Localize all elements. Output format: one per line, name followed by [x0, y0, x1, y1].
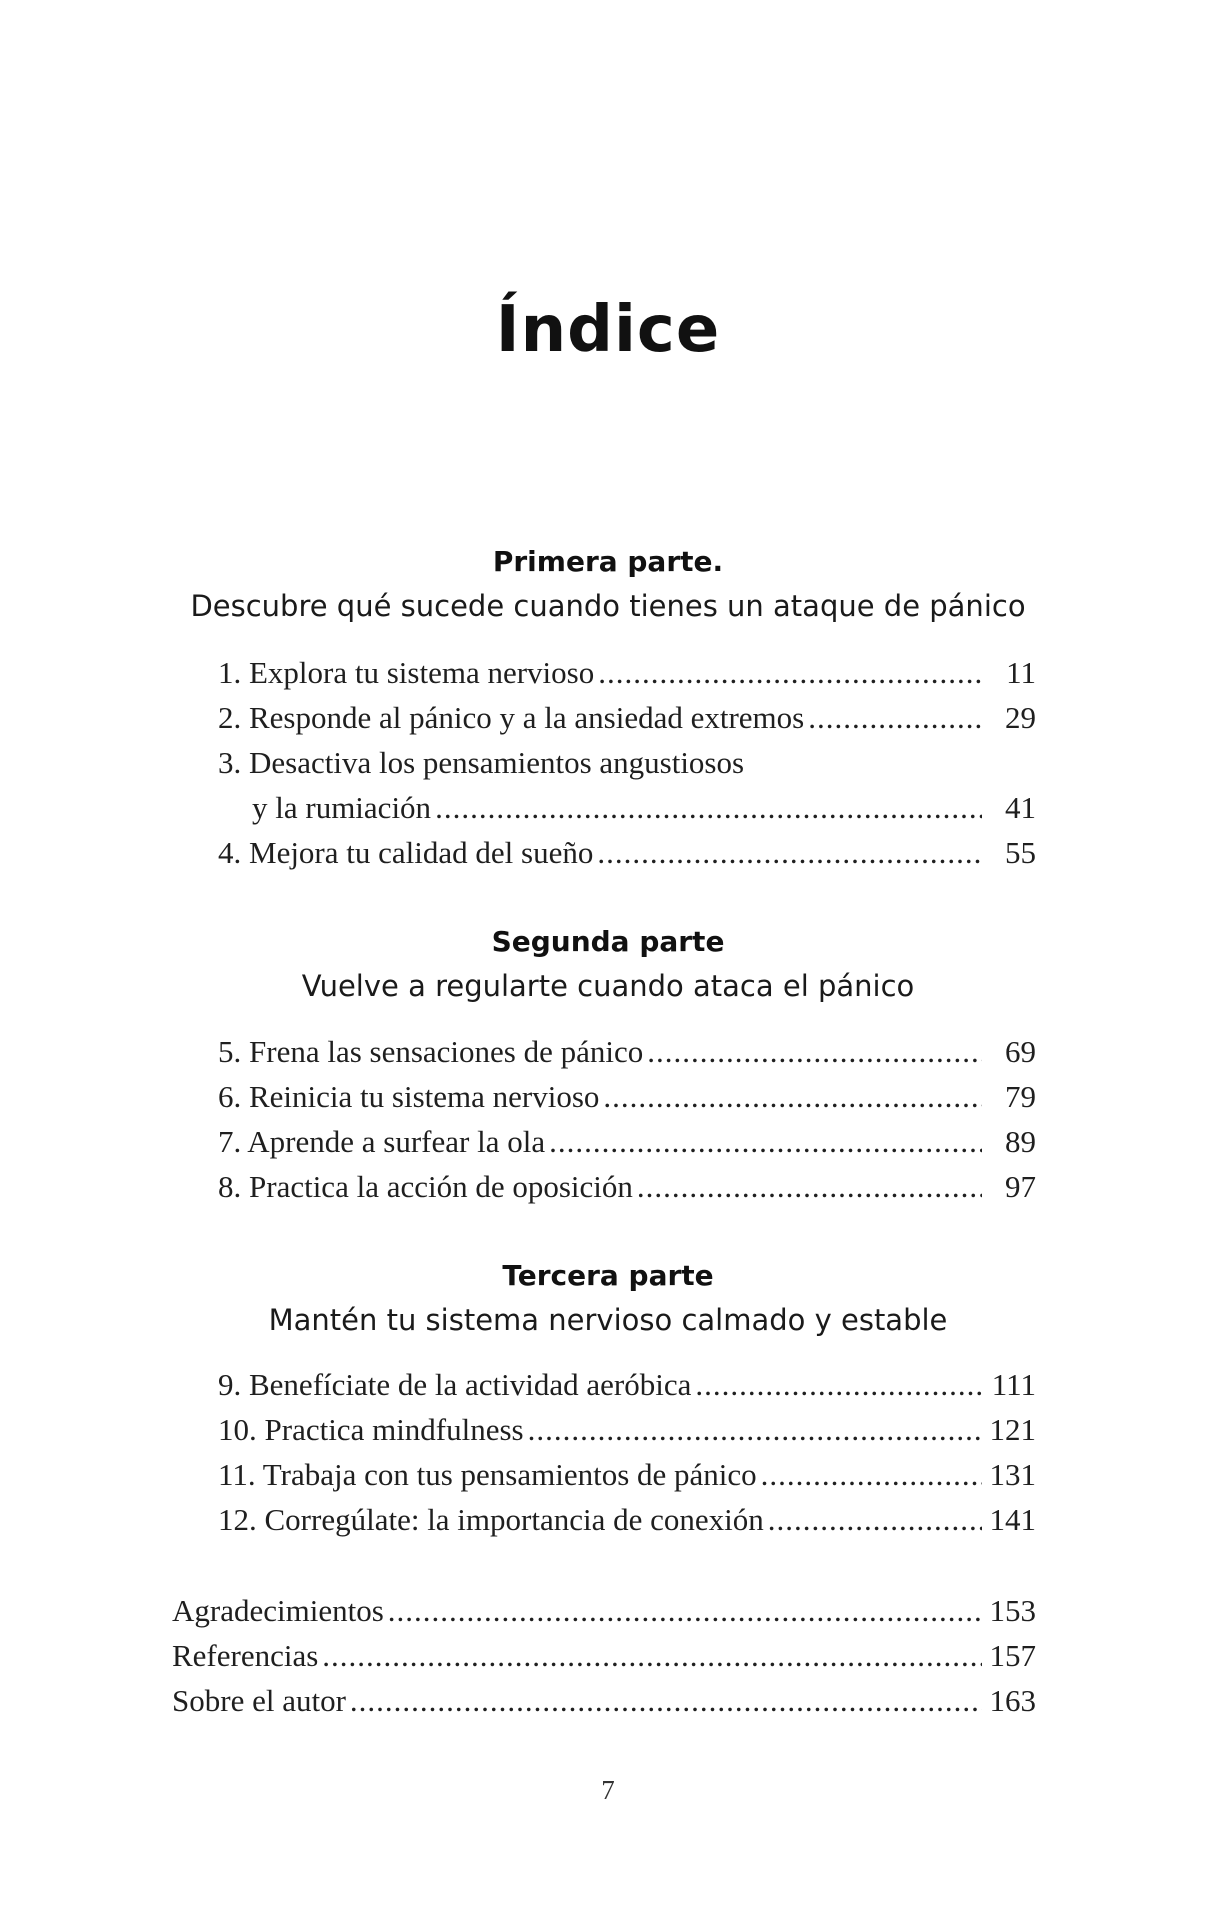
part-label: Tercera parte [502, 1259, 714, 1292]
toc-entry-page: 11 [1006, 655, 1036, 690]
dot-leader [528, 1407, 982, 1452]
dot-leader [597, 830, 982, 875]
dot-leader [350, 1678, 982, 1723]
toc-entry-title: 1. Explora tu sistema nervioso [218, 655, 595, 690]
dot-leader [768, 1497, 982, 1542]
dot-leader [761, 1452, 982, 1497]
toc-entry-page: 153 [989, 1593, 1036, 1628]
dot-leader [549, 1119, 982, 1164]
toc-entry[interactable] [172, 1678, 1036, 1723]
toc-entry[interactable] [218, 1164, 1036, 1209]
toc-entry[interactable] [218, 1452, 1036, 1497]
toc-entry-page: 131 [989, 1457, 1036, 1492]
toc-entry[interactable] [218, 1119, 1036, 1164]
page-number: 7 [601, 1775, 615, 1805]
toc-entry[interactable] [218, 740, 1036, 785]
toc-entry-page: 141 [989, 1502, 1036, 1537]
part-subtitle: Descubre qué sucede cuando tienes un ataque de pánico [190, 589, 1026, 623]
toc-entry-continuation[interactable] [218, 785, 1036, 830]
dot-leader [388, 1588, 982, 1633]
part-heading-2 [0, 920, 1216, 1008]
toc-entry[interactable] [218, 695, 1036, 740]
part-subtitle: Mantén tu sistema nervioso calmado y estable [268, 1303, 948, 1337]
toc-list-part-1 [218, 650, 1036, 875]
toc-entry-title: 10. Practica mindfulness [218, 1412, 524, 1447]
toc-entry-title: 6. Reinicia tu sistema nervioso [218, 1079, 600, 1114]
toc-entry[interactable] [172, 1588, 1036, 1633]
toc-entry-title: 9. Benefíciate de la actividad aeróbica [218, 1367, 692, 1402]
toc-entry[interactable] [172, 1633, 1036, 1678]
toc-entry-page: 97 [1005, 1169, 1036, 1204]
toc-entry-title: 4. Mejora tu calidad del sueño [218, 835, 594, 870]
toc-entry-title: 3. Desactiva los pensamientos angustiosos [218, 745, 745, 780]
toc-entry-page: 111 [991, 1367, 1036, 1402]
dot-leader [808, 695, 982, 740]
part-label: Primera parte. [492, 545, 724, 578]
toc-entry-title: 8. Practica la acción de oposición [218, 1169, 633, 1204]
toc-entry-page: 69 [1005, 1034, 1036, 1069]
toc-entry-title: y la rumiación [252, 790, 432, 825]
toc-list-part-2 [218, 1029, 1036, 1209]
toc-entry-title: 5. Frena las sensaciones de pánico [218, 1034, 644, 1069]
toc-entry[interactable] [218, 1074, 1036, 1119]
toc-entry[interactable] [218, 650, 1036, 695]
page-title: Índice [495, 293, 721, 367]
toc-list-back-matter [172, 1588, 1036, 1723]
toc-entry[interactable] [218, 1029, 1036, 1074]
part-heading-1 [0, 540, 1216, 628]
dot-leader [598, 650, 982, 695]
toc-entry[interactable] [218, 1407, 1036, 1452]
toc-entry-title: 2. Responde al pánico y a la ansiedad extremos [218, 700, 805, 735]
toc-entry-page: 41 [1005, 790, 1036, 825]
dot-leader [322, 1633, 982, 1678]
toc-entry-title: Agradecimientos [172, 1593, 384, 1628]
toc-entry-page: 55 [1005, 835, 1036, 870]
toc-list-part-3 [218, 1362, 1036, 1542]
toc-entry[interactable] [218, 830, 1036, 875]
toc-entry-page: 163 [989, 1683, 1036, 1718]
toc-entry-page: 121 [989, 1412, 1036, 1447]
toc-entry-title: 12. Corregúlate: la importancia de conexión [218, 1502, 764, 1537]
part-label: Segunda parte [491, 925, 725, 958]
toc-entry-page: 89 [1005, 1124, 1036, 1159]
dot-leader [435, 785, 982, 830]
toc-entry-page: 157 [989, 1638, 1036, 1673]
toc-entry[interactable] [218, 1497, 1036, 1542]
dot-leader [695, 1362, 982, 1407]
toc-entry[interactable] [218, 1362, 1036, 1407]
dot-leader [647, 1029, 982, 1074]
part-subtitle: Vuelve a regularte cuando ataca el pánico [301, 969, 915, 1003]
part-heading-3 [0, 1254, 1216, 1342]
toc-entry-title: Referencias [172, 1638, 319, 1673]
toc-entry-title: Sobre el autor [172, 1683, 346, 1718]
toc-entry-title: 7. Aprende a surfear la ola [218, 1124, 546, 1159]
toc-entry-page: 79 [1005, 1079, 1036, 1114]
toc-entry-page: 29 [1005, 700, 1036, 735]
dot-leader [603, 1074, 982, 1119]
dot-leader [637, 1164, 982, 1209]
toc-entry-title: 11. Trabaja con tus pensamientos de pánico [218, 1457, 757, 1492]
